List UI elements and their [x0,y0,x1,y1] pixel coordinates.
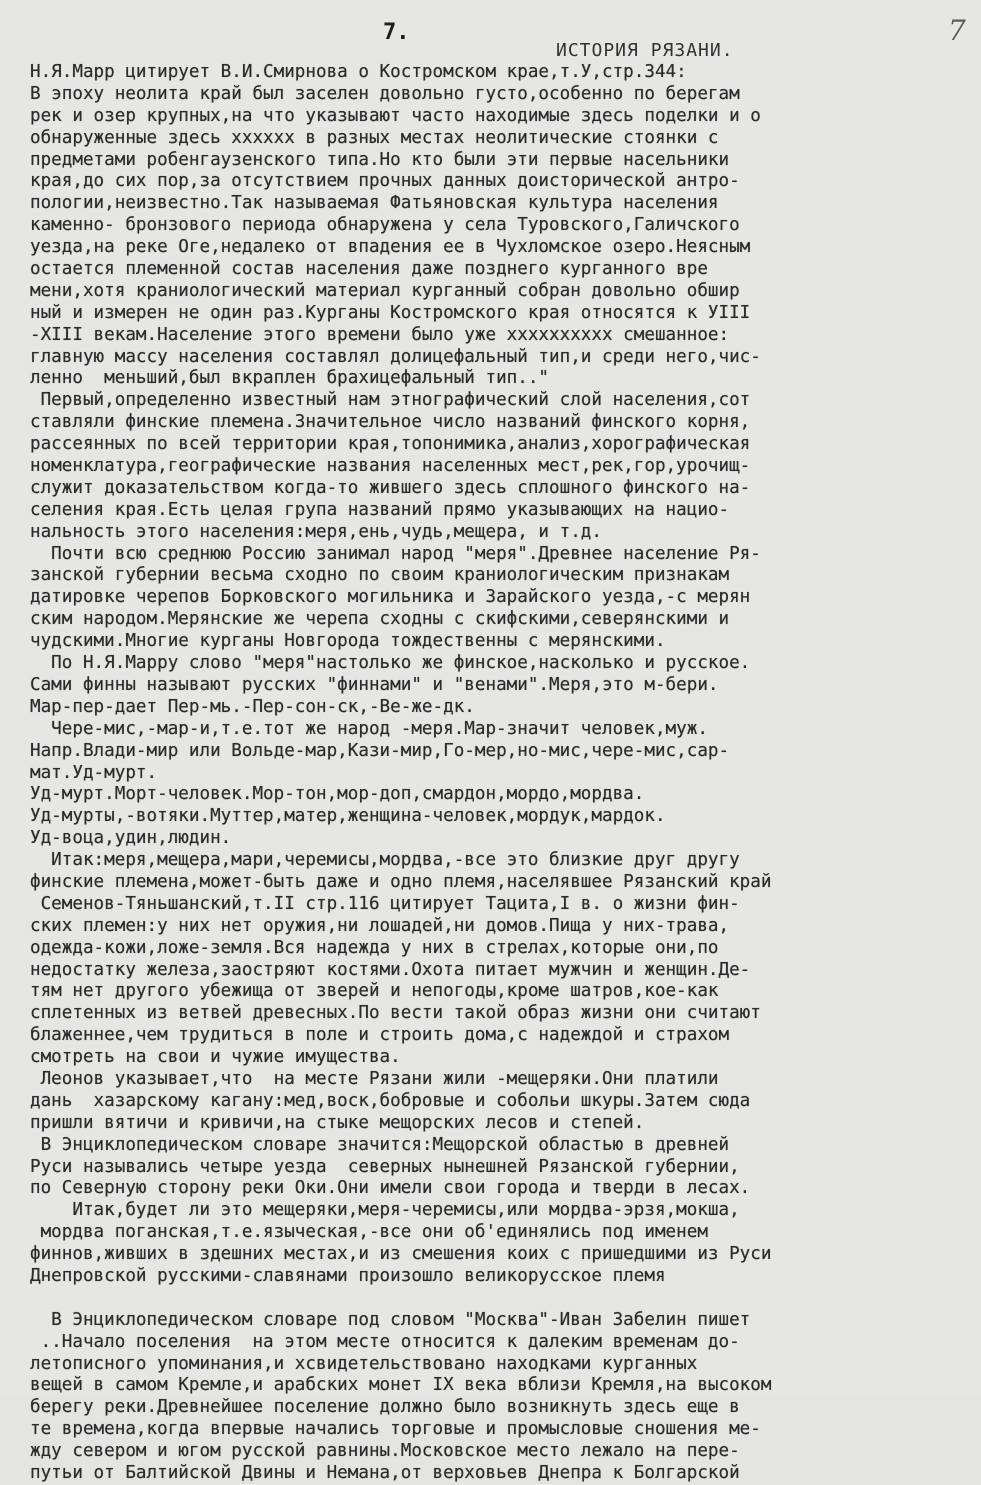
text-line: мат.Уд-мурт. [30,762,158,783]
text-line: обнаруженные здесь хххххх в разных местах неолитические стоянки с [30,127,719,148]
text-line: занской губернии весьма сходно по своим краниологическим признакам [30,565,730,586]
body-text [30,62,975,1485]
text-line: ских племен:у них нет оружия,ни лошадей,ни домов.Пища у них-трава, [30,915,730,936]
text-line: дань хазарскому кагану:мед,воск,бобровые и собольи шкуры.Затем сюда [30,1090,751,1111]
text-line: ленно меньший,был вкраплен брахицефальный тип.." [30,368,550,389]
text-line: ставляли финские племена.Значительное число названий финского корня, [30,412,751,433]
text-line: номенклатура,географические названия населенных мест,рек,гор,урочищ- [30,456,751,477]
text-line: путьи от Балтийской Двины и Немана,от верховьев Днепра к Болгарской [30,1463,740,1483]
text-line: тям нет другого убежища от зверей и непогоды,кроме шатров,кое-как [30,981,719,1002]
text-line: берегу реки.Древнейшее поселение должно было возникнуть здесь еще в [30,1397,740,1418]
handwritten-page-number: 7 [948,14,966,47]
text-line: Первый,определенно известный нам этнографический слой населения,сот [30,390,751,411]
text-line: Итак,будет ли это мещеряки,меря-черемисы,или мордва-эрзя,мокша, [30,1200,740,1221]
text-line: В Энциклопедическом словаре под словом "Москва"-Иван Забелин пишет [30,1309,751,1330]
text-line: пришли вятичи и кривичи,на стыке мещорских лесов и степей. [30,1112,645,1133]
text-line: По Н.Я.Марру слово "меря"настолько же финское,насколько и русское. [30,653,751,674]
text-line: Леонов указывает,что на месте Рязани жили -мещеряки.Они платили [30,1068,719,1089]
text-line: Напр.Влади-мир или Вольде-мар,Кази-мир,Го-мер,но-мис,чере-мис,сар- [30,740,730,761]
text-line: остается племенной состав населения даже позднего курганного вре [30,259,708,280]
text-line: ским народом.Мерянские же черепа сходны с скифскими,северянскими и [30,609,730,630]
text-line: Итак:меря,мещера,мари,черемисы,мордва,-все это близкие друг другу [30,850,740,871]
text-line: смотреть на свои и чужие имущества. [30,1047,401,1068]
text-line: Семенов-Тяньшанский,т.II стр.116 цитирует Тацита,I в. о жизни фин- [30,893,740,914]
text-line: Чере-мис,-мар-и,т.е.тот же народ -меря.Мар-значит человек,муж. [30,718,708,739]
text-line: финские племена,может-быть даже и одно племя,населявшее Рязанский край [30,871,772,892]
text-line: Уд-воца,удин,людин. [30,828,232,849]
text-line: летописного упоминания,и хсвидетельствовано находками курганных [30,1353,698,1374]
text-line: нальность этого населения:меря,ень,чудь,мещера, и т.д. [30,521,602,542]
text-line: В эпоху неолита край был заселен довольно густо,особенно по берегам [30,83,740,104]
text-line: сплетенных из ветвей древесных.По вести такой образ жизни они считают [30,1003,761,1024]
text-line: те времена,когда впервые начались торговые и промысловые сношения ме- [30,1419,761,1440]
page-number: 7. [383,20,410,45]
text-line: одежда-кожи,ложе-земля.Вся надежда у них в стрелах,которые они,по [30,937,719,958]
text-line: Уд-мурты,-вотяки.Муттер,матер,женщина-человек,мордук,мардок. [30,806,666,827]
text-line: по Северную сторону реки Оки.Они имели свои города и тверди в лесах. [30,1178,751,1199]
text-line: вещей в самом Кремле,и арабских монет IX века вблизи Кремля,на высоком [30,1375,772,1396]
text-line: селения края.Есть целая група названий прямо указывающих на нацио- [30,499,730,520]
text-line [30,1288,975,1310]
text-line: ный и измерен не один раз.Курганы Костромского края относятся к УIII [30,302,751,323]
text-line: края,до сих пор,за отсутствием прочных данных доисторической антро- [30,171,740,192]
text-line: служит доказательством когда-то жившего здесь сплошного финского на- [30,477,751,498]
text-line: -XIII векам.Население этого времени было уже хххххххххх смешанное: [30,324,730,345]
text-line: жду севером и югом русской равнины.Московское место лежало на пере- [30,1441,740,1462]
text-line: предметами робенгаузенского типа.Но кто были эти первые насельники [30,149,730,170]
text-line: пологии,неизвестно.Так называемая Фатьяновская культура населения [30,193,719,214]
text-line: главную массу населения составлял долицефальный тип,и среди него,чис- [30,346,761,367]
text-line: мени,хотя краниологический материал курганный собран довольно обшир [30,280,740,301]
text-line: датировке черепов Борковского могильника и Зарайского уезда,-с мерян [30,587,751,608]
text-line: недостатку железа,заостряют костями.Охота питает мужчин и женщин.Де- [30,959,751,980]
text-line: Сами финны называют русских "финнами" и "венами".Меря,это м-бери. [30,674,719,695]
running-title: ИСТОРИЯ РЯЗАНИ. [556,40,734,61]
text-line: В Энциклопедическом словаре значится:Мещорской областью в древней [30,1134,730,1155]
text-line: Уд-мурт.Морт-человек.Мор-тон,мор-доп,смардон,мордо,мордва. [30,784,645,805]
text-line: Н.Я.Марр цитирует В.И.Смирнова о Костромском крае,т.У,стр.344: [30,62,687,82]
text-line: блаженнее,чем трудиться в поле и строить дома,с надеждой и страхом [30,1025,730,1046]
text-line: каменно- бронзового периода обнаружена у села Туровского,Галичского [30,215,740,236]
text-line: чудскими.Многие курганы Новгорода тождественны с мерянскими. [30,631,666,652]
text-line: мордва поганская,т.е.языческая,-все они об'единялись под именем [30,1222,708,1243]
text-line: уезда,на реке Оге,недалеко от впадения ее в Чухломское озеро.Неясным [30,237,751,258]
text-line: рек и озер крупных,на что указывают часто находимые здесь поделки и о [30,105,761,126]
text-line: Днепровской русскими-славянами произошло великорусское племя [30,1265,666,1286]
text-line: ..Начало поселения на этом месте относится к далеким временам до- [30,1331,740,1352]
text-line: Почти всю среднюю Россию занимал народ "меря".Древнее население Ря- [30,543,761,564]
text-line: финнов,живших в здешних местах,и из смешения коих с пришедшими из Руси [30,1244,772,1265]
text-line: рассеянных по всей территории края,топонимика,анализ,хорографическая [30,434,751,455]
text-line: Мар-пер-дает Пер-мь.-Пер-сон-ск,-Ве-же-дк. [30,696,475,717]
text-line: Руси назывались четыре уезда северных нынешней Рязанской губернии, [30,1156,740,1177]
